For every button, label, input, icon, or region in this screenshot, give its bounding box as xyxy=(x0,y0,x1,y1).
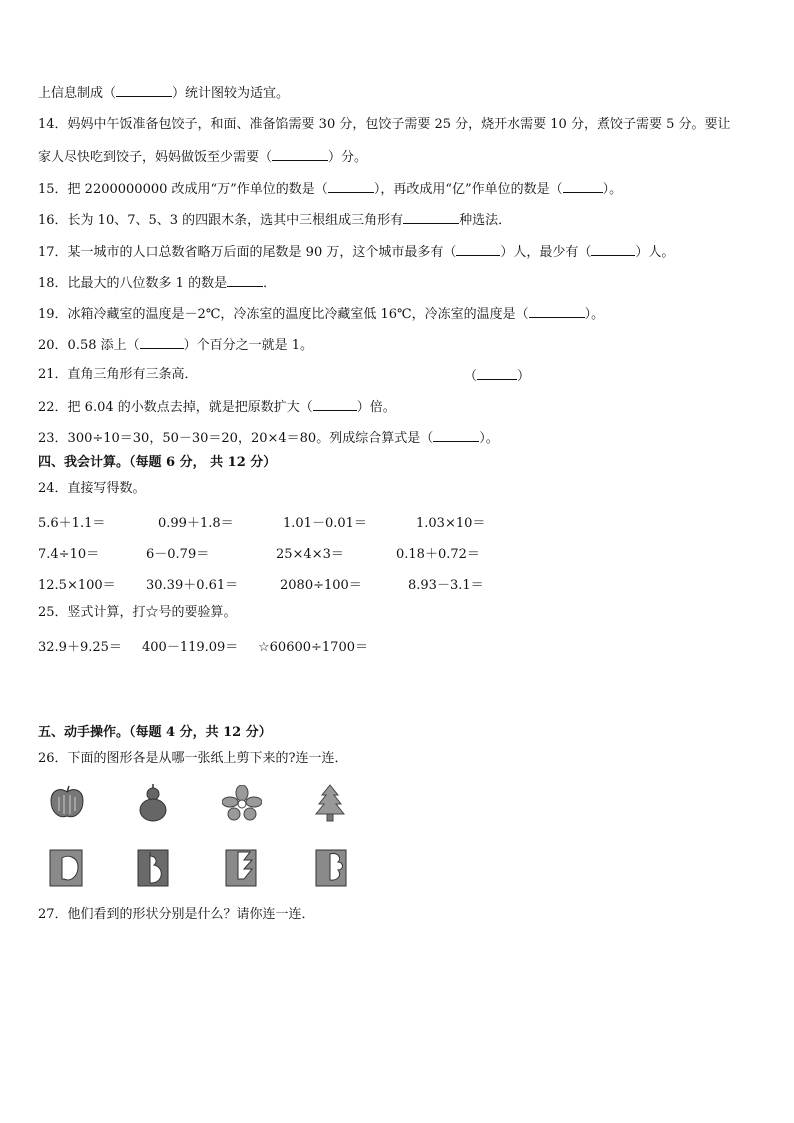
q13-text-a: 上信息制成（ xyxy=(38,86,117,101)
q21-paren-open: （ xyxy=(464,369,478,384)
q23-text-b: ）。 xyxy=(479,431,499,446)
calc-item: 7.4÷10＝ xyxy=(38,547,100,562)
calc-item: 0.99＋1.8＝ xyxy=(158,516,234,531)
answer-blank[interactable] xyxy=(227,274,263,287)
q22-text-a: 22．把 6.04 的小数点去掉，就是把原数扩大（ xyxy=(38,400,313,415)
vertical-calc-row xyxy=(38,636,498,655)
q14-text-b: ）分。 xyxy=(328,150,368,165)
q21-text-a: 21．直角三角形有三条高． xyxy=(38,367,198,382)
q13-text-b: ）统计图较为适宜。 xyxy=(172,86,290,101)
question-21 xyxy=(38,367,198,383)
cut-paper-apple-icon[interactable] xyxy=(48,848,84,888)
q18-text-b: ． xyxy=(263,276,277,291)
calc-item: 1.03×10＝ xyxy=(416,516,486,531)
apple-icon[interactable] xyxy=(48,785,86,821)
question-14-line-1 xyxy=(38,117,731,133)
q17-text-b: ）人，最少有（ xyxy=(500,245,592,260)
calc-item: 2080÷100＝ xyxy=(280,578,362,593)
question-25: 25．竖式计算，打☆号的要验算。 xyxy=(38,605,237,620)
answer-blank[interactable] xyxy=(563,180,603,193)
question-15 xyxy=(38,180,622,198)
calc-item: 6－0.79＝ xyxy=(146,547,210,562)
q22-text-b: ）倍。 xyxy=(356,400,396,415)
answer-blank[interactable] xyxy=(403,211,459,224)
tree-icon[interactable] xyxy=(314,783,346,823)
q14-text-a: 家人尽快吃到饺子，妈妈做饭至少需要（ xyxy=(38,150,273,165)
q14-text: 14．妈妈中午饭准备包饺子，和面、准备馅需要 30 分，包饺子需要 25 分，烧开水需要 10 分，煮饺子需要 5 分。要让 xyxy=(38,117,731,132)
calc-item: ☆60600÷1700＝ xyxy=(258,640,368,655)
question-14-line-2 xyxy=(38,148,367,166)
question-27: 27．他们看到的形状分别是什么？请你连一连． xyxy=(38,907,315,922)
answer-blank[interactable] xyxy=(456,243,500,256)
question-18 xyxy=(38,274,276,292)
q15-text-c: ）。 xyxy=(602,182,623,197)
calc-item: 1.01－0.01＝ xyxy=(283,516,367,531)
question-20 xyxy=(38,336,313,354)
q17-text-c: ）人。 xyxy=(635,245,675,260)
answer-blank[interactable] xyxy=(140,336,184,349)
q18-text-a: 18．比最大的八位数多 1 的数是 xyxy=(38,276,228,291)
answer-blank[interactable] xyxy=(529,305,585,318)
calc-item: 0.18＋0.72＝ xyxy=(396,547,480,562)
q21-paren-close: ） xyxy=(517,369,531,384)
answer-blank[interactable] xyxy=(591,243,635,256)
q19-text-b: ）。 xyxy=(584,307,605,322)
question-13-tail xyxy=(38,84,289,102)
cut-paper-flower-icon[interactable] xyxy=(314,848,348,888)
answer-blank[interactable] xyxy=(116,84,172,97)
q16-text-b: 种选法． xyxy=(459,213,512,228)
section-5-title: 五、动手操作。（每题 4 分，共 12 分） xyxy=(38,725,272,740)
calc-item: 12.5×100＝ xyxy=(38,578,116,593)
calc-item: 400－119.09＝ xyxy=(142,640,239,655)
question-22 xyxy=(38,398,396,416)
flower-icon[interactable] xyxy=(222,785,262,821)
q15-text-a: 15．把 2200000000 改成用“万”作单位的数是（ xyxy=(38,182,328,197)
calc-item: 5.6＋1.1＝ xyxy=(38,516,106,531)
cut-paper-tree-icon[interactable] xyxy=(224,848,258,888)
calc-row-2 xyxy=(38,543,498,562)
question-17 xyxy=(38,243,674,261)
answer-blank[interactable] xyxy=(313,398,357,411)
q16-text-a: 16．长为 10、7、5、3 的四跟木条，选其中三根组成三角形有 xyxy=(38,213,404,228)
question-24: 24．直接写得数。 xyxy=(38,481,146,496)
section-4-title: 四、我会计算。（每题 6 分， 共 12 分） xyxy=(38,455,277,470)
answer-blank[interactable] xyxy=(477,367,517,380)
calc-item: 8.93－3.1＝ xyxy=(408,578,484,593)
answer-blank[interactable] xyxy=(433,429,479,442)
question-19 xyxy=(38,305,604,323)
gourd-icon[interactable] xyxy=(137,782,169,822)
question-16 xyxy=(38,211,511,229)
q17-text-a: 17．某一城市的人口总数省略万后面的尾数是 90 万，这个城市最多有（ xyxy=(38,245,457,260)
cut-paper-gourd-icon[interactable] xyxy=(136,848,170,888)
question-21-answer xyxy=(464,367,530,385)
question-23 xyxy=(38,429,499,447)
q23-text-a: 23．300÷10＝30，50－30＝20，20×4＝80。列成综合算式是（ xyxy=(38,431,434,446)
calc-item: 32.9＋9.25＝ xyxy=(38,640,122,655)
q19-text-a: 19．冰箱冷藏室的温度是－2℃，冷冻室的温度比冷藏室低 16℃，冷冻室的温度是（ xyxy=(38,307,529,322)
calc-row-3 xyxy=(38,574,498,593)
question-26: 26．下面的图形各是从哪一张纸上剪下来的?连一连． xyxy=(38,751,348,766)
answer-blank[interactable] xyxy=(272,148,328,161)
q15-text-b: ），再改成用“亿”作单位的数是（ xyxy=(373,182,563,197)
calc-row-1 xyxy=(38,512,498,531)
q20-text-a: 20．0.58 添上（ xyxy=(38,338,140,353)
calc-item: 30.39＋0.61＝ xyxy=(146,578,239,593)
answer-blank[interactable] xyxy=(328,180,374,193)
calc-item: 25×4×3＝ xyxy=(276,547,344,562)
q20-text-b: ）个百分之一就是 1。 xyxy=(183,338,314,353)
